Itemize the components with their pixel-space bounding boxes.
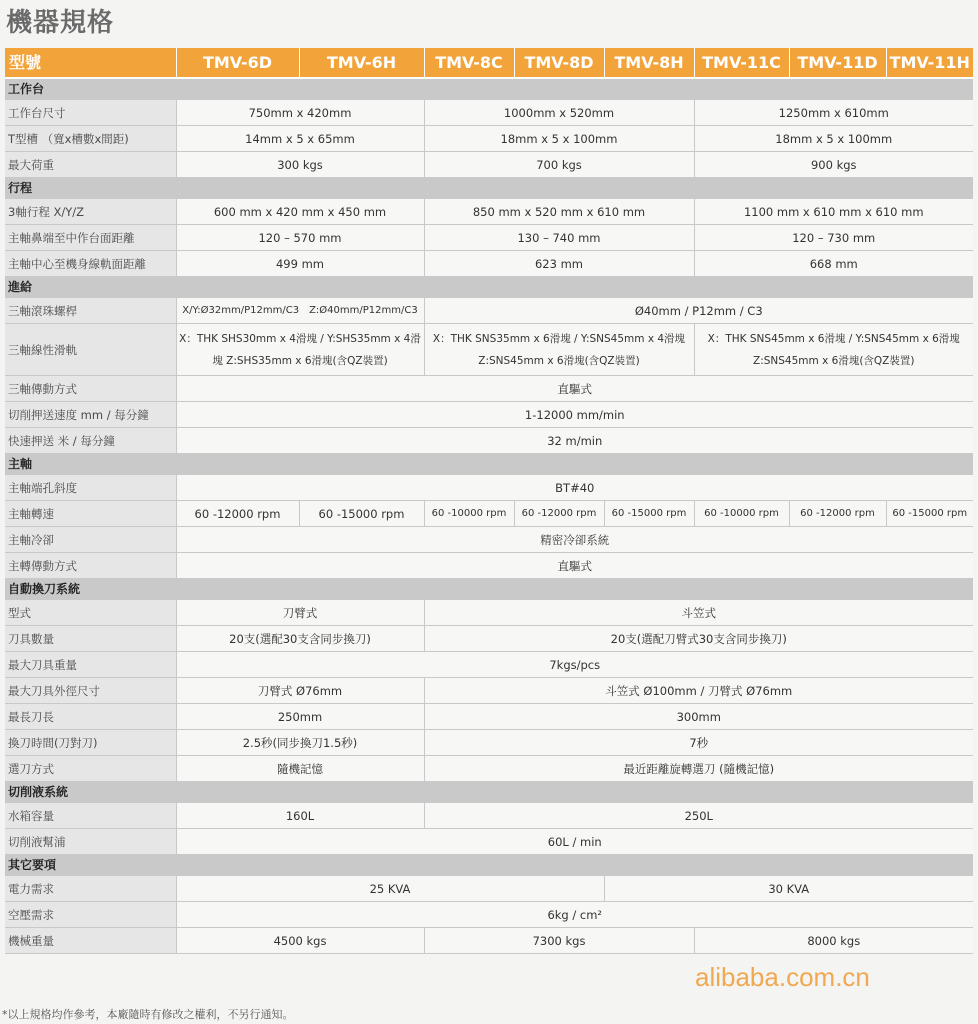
- section-title: 其它要項: [5, 855, 973, 876]
- spec-value: 850 mm x 520 mm x 610 mm: [424, 199, 694, 225]
- spec-label: 工作台尺寸: [5, 100, 176, 126]
- spec-row: [5, 126, 973, 152]
- spec-value: 精密冷卻系統: [176, 527, 973, 553]
- spec-value: 14mm x 5 x 65mm: [176, 126, 424, 152]
- spec-label: 換刀時間(刀對刀): [5, 730, 176, 756]
- section-title: 主軸: [5, 454, 973, 475]
- spec-row: [5, 803, 973, 829]
- spec-label: 最長刀長: [5, 704, 176, 730]
- model-name: TMV-11H: [886, 48, 973, 78]
- spec-value: 20支(選配刀臂式30支含同步換刀): [424, 626, 973, 652]
- section-title: 工作台: [5, 78, 973, 100]
- spec-label: 主軸冷卻: [5, 527, 176, 553]
- spec-value: 60 -12000 rpm: [789, 501, 886, 527]
- spec-row: [5, 152, 973, 178]
- section-header-other: [5, 855, 973, 876]
- spec-label: 快速押送 米 / 每分鐘: [5, 428, 176, 454]
- spec-row: [5, 527, 973, 553]
- spec-value: 60 -10000 rpm: [694, 501, 789, 527]
- section-title: 進給: [5, 277, 973, 298]
- spec-value: 2.5秒(同步換刀1.5秒): [176, 730, 424, 756]
- spec-row: [5, 100, 973, 126]
- spec-label: 型式: [5, 600, 176, 626]
- spec-value: 直驅式: [176, 553, 973, 579]
- model-header-label: 型號: [5, 48, 176, 78]
- spec-value: 刀臂式 Ø76mm: [176, 678, 424, 704]
- spec-row: [5, 428, 973, 454]
- spec-value: 120 – 730 mm: [694, 225, 973, 251]
- spec-row: [5, 600, 973, 626]
- section-header-travel: [5, 178, 973, 199]
- spec-value: Ø40mm / P12mm / C3: [424, 298, 973, 324]
- spec-value: 30 KVA: [604, 876, 973, 902]
- spec-value: X：THK SHS30mm x 4滑塊 / Y:SHS35mm x 4滑塊 Z:SHS35mm x 6滑塊(含QZ裝置): [176, 324, 424, 376]
- spec-row: [5, 225, 973, 251]
- spec-row: [5, 475, 973, 501]
- spec-value: 最近距離旋轉選刀 (隨機記憶): [424, 756, 973, 782]
- spec-value: 斗笠式 Ø100mm / 刀臂式 Ø76mm: [424, 678, 973, 704]
- spec-value: 60 -15000 rpm: [299, 501, 424, 527]
- spec-row: [5, 678, 973, 704]
- spec-value: 直驅式: [176, 376, 973, 402]
- spec-row: [5, 626, 973, 652]
- spec-label: T型槽 （寬x槽數x間距): [5, 126, 176, 152]
- spec-value: 700 kgs: [424, 152, 694, 178]
- spec-row: [5, 829, 973, 855]
- spec-label: 刀具數量: [5, 626, 176, 652]
- spec-value: 1100 mm x 610 mm x 610 mm: [694, 199, 973, 225]
- spec-row: [5, 553, 973, 579]
- spec-value: X：THK SNS35mm x 6滑塊 / Y:SNS45mm x 4滑塊 Z:SNS45mm x 6滑塊(含QZ裝置): [424, 324, 694, 376]
- spec-table: [5, 48, 973, 954]
- spec-value: 隨機記憶: [176, 756, 424, 782]
- spec-value: 60 -12000 rpm: [176, 501, 299, 527]
- watermark: alibaba.com.cn: [695, 962, 870, 992]
- model-name: TMV-8D: [514, 48, 604, 78]
- spec-label: 三軸線性滑軌: [5, 324, 176, 376]
- spec-label: 3軸行程 X/Y/Z: [5, 199, 176, 225]
- section-header-coolant: [5, 782, 973, 803]
- spec-value: X/Y:Ø32mm/P12mm/C3 Z:Ø40mm/P12mm/C3: [176, 298, 424, 324]
- spec-value: 130 – 740 mm: [424, 225, 694, 251]
- spec-row: [5, 402, 973, 428]
- spec-value: 刀臂式: [176, 600, 424, 626]
- spec-label: 主軸轉速: [5, 501, 176, 527]
- model-name: TMV-11D: [789, 48, 886, 78]
- spec-value: 7kgs/pcs: [176, 652, 973, 678]
- spec-row: [5, 928, 973, 954]
- spec-value: 斗笠式: [424, 600, 973, 626]
- spec-value: 25 KVA: [176, 876, 604, 902]
- spec-value: 250L: [424, 803, 973, 829]
- spec-value: 250mm: [176, 704, 424, 730]
- spec-value: 60 -10000 rpm: [424, 501, 514, 527]
- spec-label: 水箱容量: [5, 803, 176, 829]
- spec-value: 750mm x 420mm: [176, 100, 424, 126]
- spec-value: 668 mm: [694, 251, 973, 277]
- spec-row: [5, 298, 973, 324]
- section-title: 自動換刀系統: [5, 579, 973, 600]
- spec-value: 300 kgs: [176, 152, 424, 178]
- section-header-feed: [5, 277, 973, 298]
- spec-row: [5, 730, 973, 756]
- model-name: TMV-6D: [176, 48, 299, 78]
- spec-value: 60 -12000 rpm: [514, 501, 604, 527]
- section-title: 行程: [5, 178, 973, 199]
- spec-label: 機械重量: [5, 928, 176, 954]
- spec-value: 6kg / cm²: [176, 902, 973, 928]
- spec-value: X：THK SNS45mm x 6滑塊 / Y:SNS45mm x 6滑塊 Z:SNS45mm x 6滑塊(含QZ裝置): [694, 324, 973, 376]
- spec-value: 20支(選配30支含同步換刀): [176, 626, 424, 652]
- spec-value: 8000 kgs: [694, 928, 973, 954]
- spec-row: [5, 876, 973, 902]
- spec-value: 18mm x 5 x 100mm: [424, 126, 694, 152]
- spec-value: 7秒: [424, 730, 973, 756]
- spec-value: 499 mm: [176, 251, 424, 277]
- spec-row: [5, 376, 973, 402]
- section-title: 切削液系統: [5, 782, 973, 803]
- spec-row: [5, 199, 973, 225]
- page-title: 機器規格: [6, 8, 115, 38]
- spec-row: [5, 704, 973, 730]
- spec-value: 32 m/min: [176, 428, 973, 454]
- spec-value: 1000mm x 520mm: [424, 100, 694, 126]
- spec-value: 60 -15000 rpm: [886, 501, 973, 527]
- model-name: TMV-6H: [299, 48, 424, 78]
- section-header-atc: [5, 579, 973, 600]
- spec-value: 120 – 570 mm: [176, 225, 424, 251]
- spec-label: 最大刀具重量: [5, 652, 176, 678]
- spec-row: [5, 324, 973, 376]
- section-header-table: [5, 78, 973, 100]
- spec-value: 600 mm x 420 mm x 450 mm: [176, 199, 424, 225]
- spec-label: 三軸傳動方式: [5, 376, 176, 402]
- spec-value: 160L: [176, 803, 424, 829]
- footnote: *以上規格均作參考，本廠隨時有修改之權利，不另行通知。: [2, 1008, 294, 1021]
- spec-value: 623 mm: [424, 251, 694, 277]
- spec-label: 主軸端孔斜度: [5, 475, 176, 501]
- spec-value: 18mm x 5 x 100mm: [694, 126, 973, 152]
- spec-label: 切削液幫浦: [5, 829, 176, 855]
- spec-row: [5, 251, 973, 277]
- model-name: TMV-8C: [424, 48, 514, 78]
- spec-row: [5, 756, 973, 782]
- spec-label: 主轉傳動方式: [5, 553, 176, 579]
- spec-label: 空壓需求: [5, 902, 176, 928]
- model-header-row: [5, 48, 973, 78]
- spec-label: 最大荷重: [5, 152, 176, 178]
- model-name: TMV-11C: [694, 48, 789, 78]
- spec-value: 60 -15000 rpm: [604, 501, 694, 527]
- spec-row: [5, 652, 973, 678]
- spec-value: 60L / min: [176, 829, 973, 855]
- spec-value: 7300 kgs: [424, 928, 694, 954]
- spec-label: 主軸鼻端至中作台面距離: [5, 225, 176, 251]
- spec-row: [5, 501, 973, 527]
- spec-value: 300mm: [424, 704, 973, 730]
- spec-label: 主軸中心至機身線軌面距離: [5, 251, 176, 277]
- section-header-spindle: [5, 454, 973, 475]
- model-name: TMV-8H: [604, 48, 694, 78]
- spec-value: 900 kgs: [694, 152, 973, 178]
- spec-value: 1250mm x 610mm: [694, 100, 973, 126]
- spec-value: BT#40: [176, 475, 973, 501]
- spec-label: 電力需求: [5, 876, 176, 902]
- spec-label: 最大刀具外徑尺寸: [5, 678, 176, 704]
- spec-row: [5, 902, 973, 928]
- spec-value: 1-12000 mm/min: [176, 402, 973, 428]
- spec-label: 切削押送速度 mm / 每分鐘: [5, 402, 176, 428]
- spec-label: 三軸滾珠螺桿: [5, 298, 176, 324]
- spec-value: 4500 kgs: [176, 928, 424, 954]
- spec-label: 選刀方式: [5, 756, 176, 782]
